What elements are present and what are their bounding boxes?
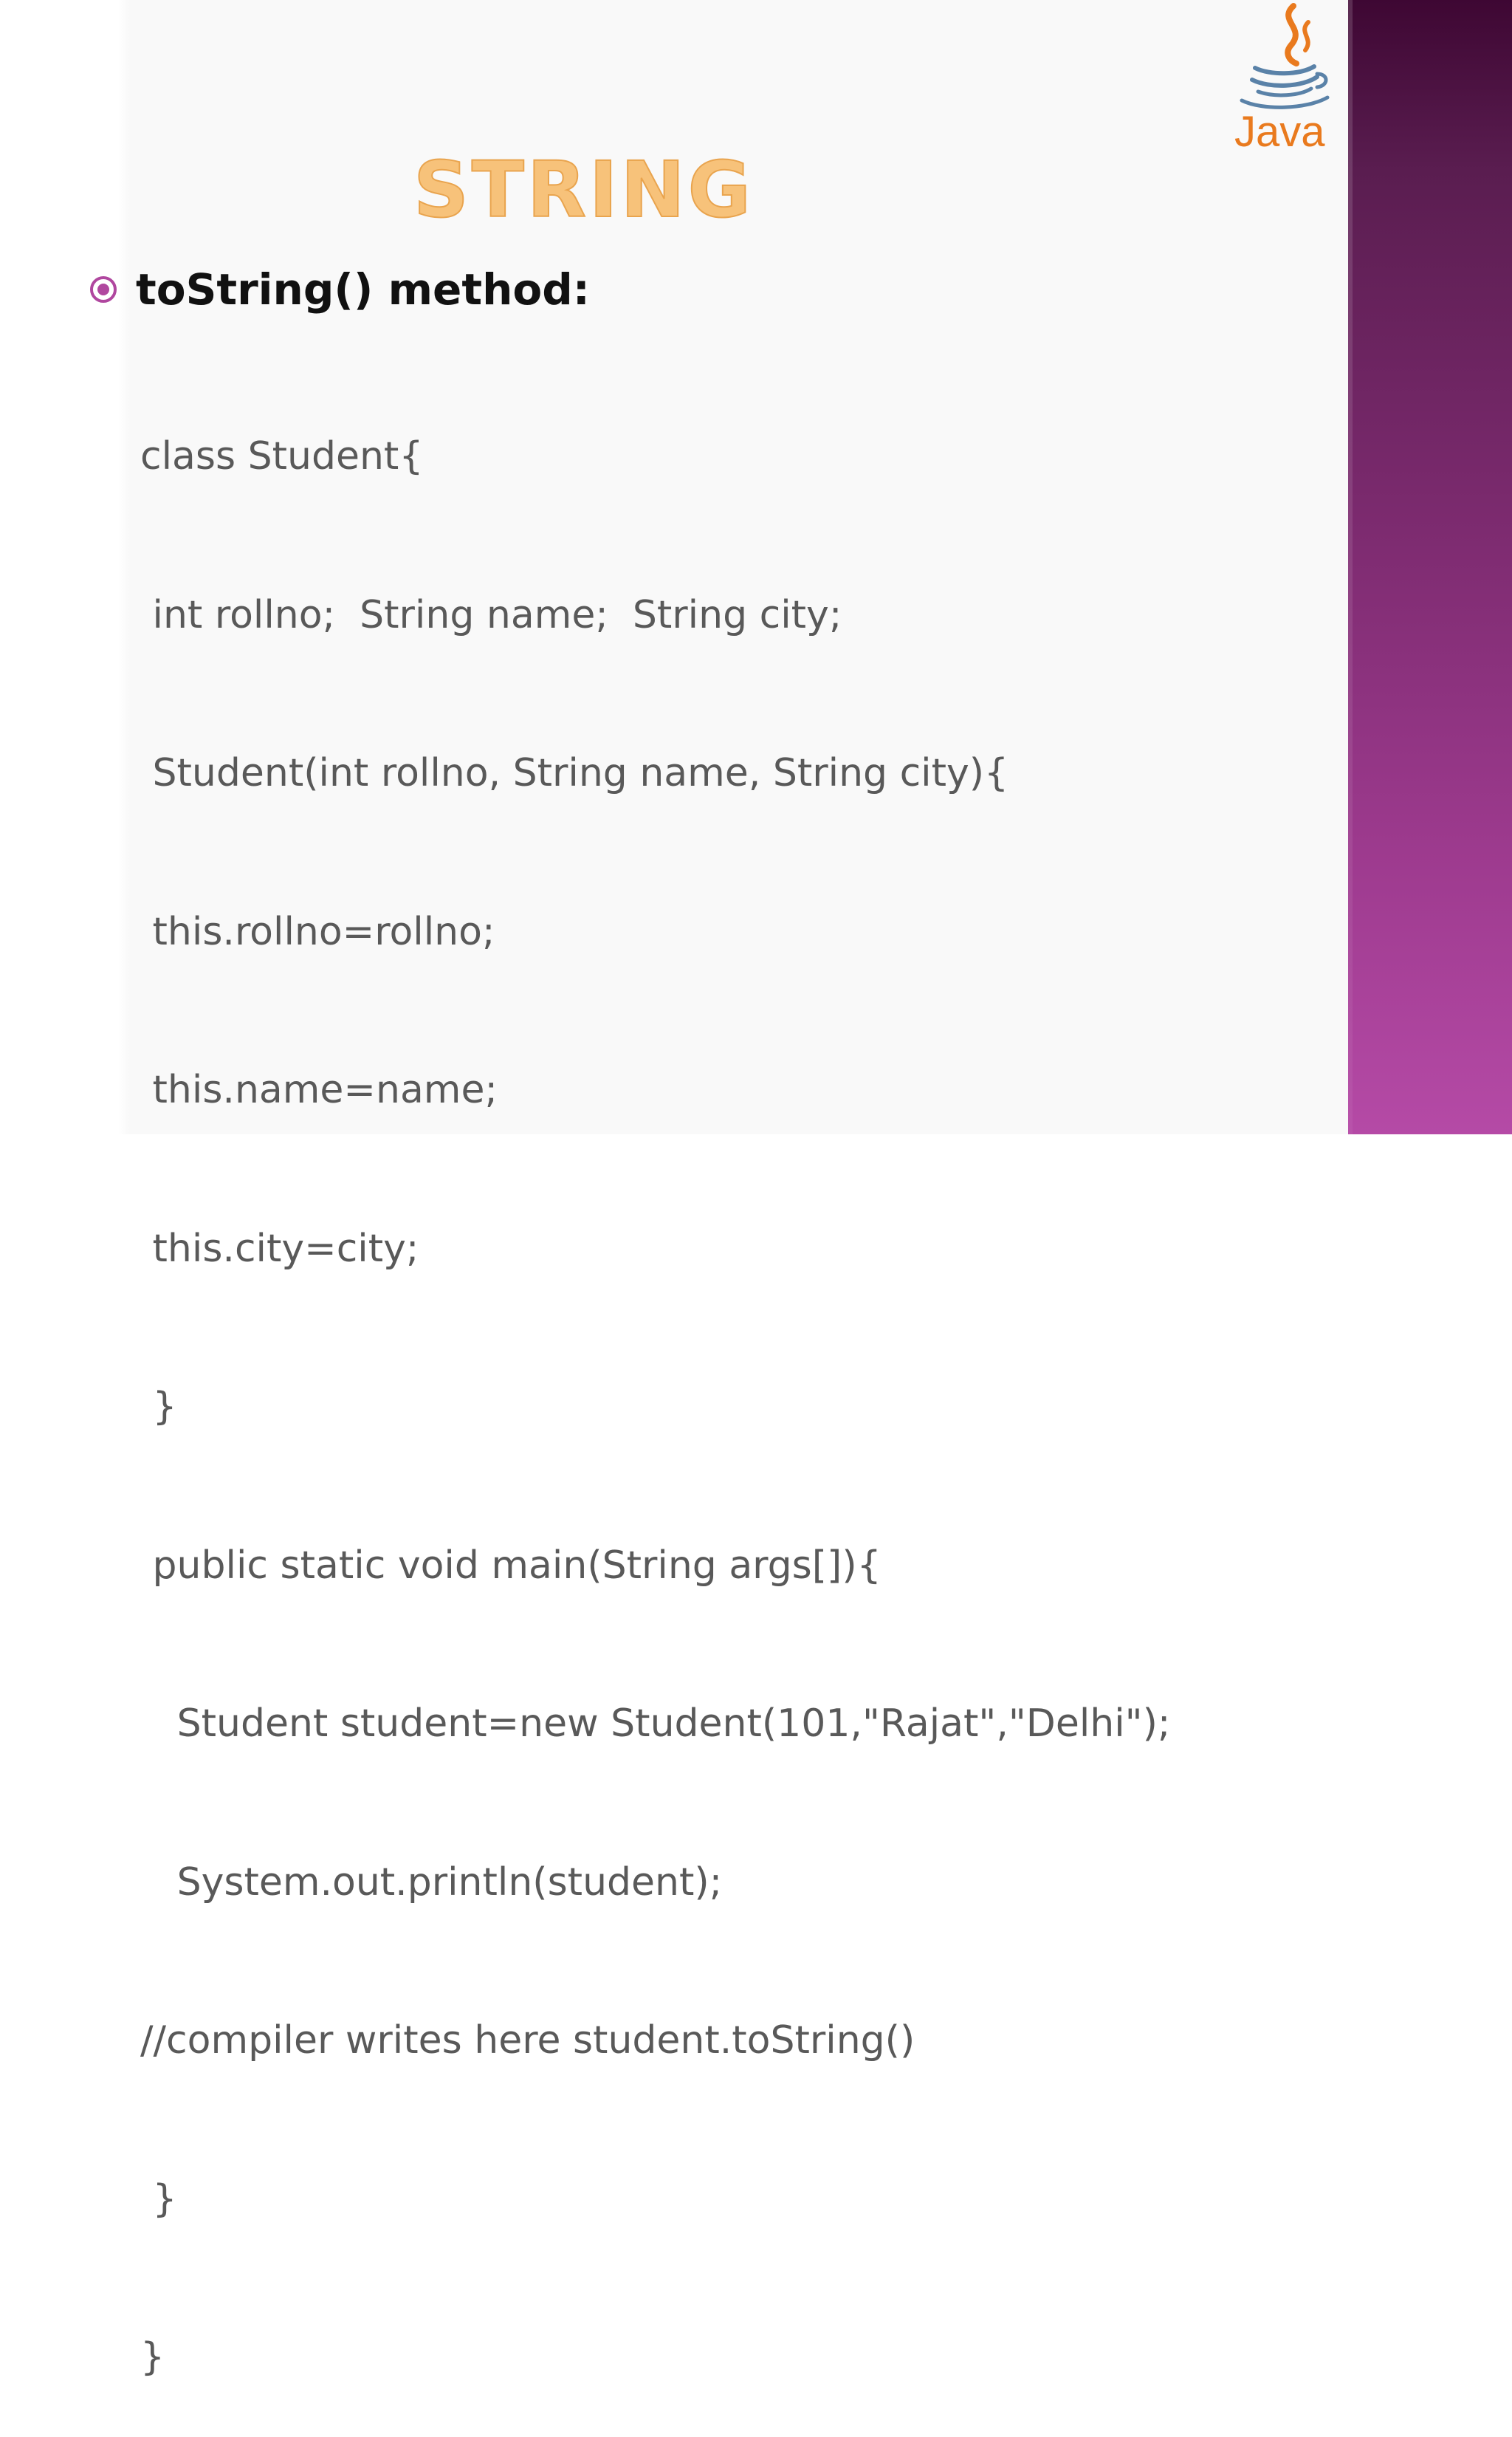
- code-line: int rollno; String name; String city;: [140, 592, 842, 637]
- code-line: }: [140, 1385, 177, 1429]
- bullet-heading: toString() method:: [136, 264, 590, 315]
- slide-title: STRING: [413, 145, 755, 235]
- code-line: this.name=name;: [140, 1068, 498, 1112]
- code-line: Student(int rollno, String name, String city){: [140, 751, 1009, 795]
- code-line: this.rollno=rollno;: [140, 909, 495, 954]
- java-logo-wordmark: Java: [1234, 108, 1325, 156]
- code-line: }: [140, 2335, 165, 2379]
- code-line: public static void main(String args[]){: [140, 1543, 882, 1588]
- code-line: class Student{: [140, 434, 424, 479]
- code-line: this.city=city;: [140, 1226, 419, 1271]
- code-line: //compiler writes here student.toString(): [140, 2018, 915, 2063]
- code-block: [140, 325, 1170, 2437]
- bullet-item: [89, 264, 590, 315]
- code-line: }: [140, 2176, 177, 2221]
- circled-dot-bullet-icon: [89, 275, 118, 304]
- code-line: System.out.println(student);: [140, 1860, 723, 1905]
- decorative-side-band: [1348, 0, 1512, 1134]
- code-line: Student student=new Student(101,"Rajat","Delhi");: [140, 1701, 1171, 1746]
